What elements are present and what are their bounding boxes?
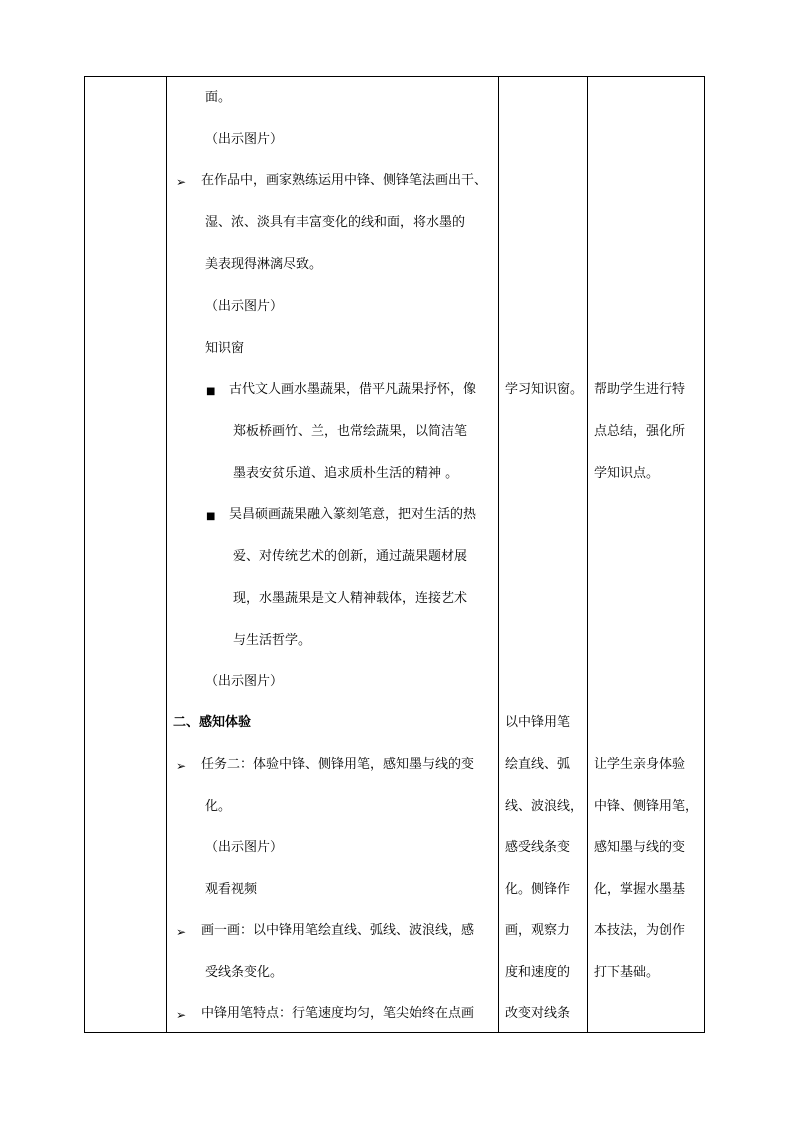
content-line: 爱、对传统艺术的创新，通过蔬果题材展 — [233, 549, 468, 564]
content-line: 任务二：体验中锋、侧锋用笔，感知墨与线的变 — [201, 757, 475, 772]
student-activity: 以中锋用笔 — [505, 715, 571, 730]
column-divider — [166, 77, 167, 1032]
content-line: 郑板桥画竹、兰，也常绘蔬果，以简洁笔 — [233, 424, 468, 439]
content-line: 面。 — [205, 90, 232, 105]
student-activity: 改变对线条 — [505, 1006, 571, 1021]
content-line: 美表现得淋漓尽致。 — [205, 257, 323, 272]
design-intent: 本技法，为创作 — [594, 923, 686, 938]
arrow-bullet-icon: ➢ — [176, 759, 187, 773]
content-line: 吴昌硕画蔬果融入篆刻笔意，把对生活的热 — [229, 507, 477, 522]
content-line: 受线条变化。 — [205, 965, 284, 980]
show-image-note: （出示图片） — [205, 840, 284, 855]
content-line: 湿、浓、淡具有丰富变化的线和面，将水墨的 — [205, 215, 466, 230]
design-intent: 打下基础。 — [594, 965, 660, 980]
content-line: 现，水墨蔬果是文人精神载体，连接艺术 — [233, 591, 468, 606]
content-line: 古代文人画水墨蔬果，借平凡蔬果抒怀，像 — [229, 382, 477, 397]
student-activity: 度和速度的 — [505, 965, 571, 980]
arrow-bullet-icon: ➢ — [176, 925, 187, 939]
content-line: 中锋用笔特点：行笔速度均匀，笔尖始终在点画 — [201, 1006, 475, 1021]
student-activity: 画，观察力 — [505, 923, 571, 938]
design-intent: 化，掌握水墨基 — [594, 882, 686, 897]
student-activity: 化。侧锋作 — [505, 882, 571, 897]
student-activity: 绘直线、弧 — [505, 757, 571, 772]
column-divider — [498, 77, 499, 1032]
content-line: 画一画：以中锋用笔绘直线、弧线、波浪线，感 — [201, 923, 475, 938]
arrow-bullet-icon: ➢ — [176, 1008, 187, 1022]
design-intent: 学知识点。 — [594, 466, 660, 481]
design-intent: 中锋、侧锋用笔， — [594, 799, 699, 814]
design-intent: 感知墨与线的变 — [594, 840, 686, 855]
show-image-note: （出示图片） — [205, 132, 284, 147]
design-intent: 点总结，强化所 — [594, 424, 686, 439]
show-image-note: （出示图片） — [205, 674, 284, 689]
square-bullet-icon: ■ — [206, 386, 216, 397]
column-divider — [587, 77, 588, 1032]
student-activity: 学习知识窗。 — [505, 382, 584, 397]
design-intent: 帮助学生进行特 — [594, 382, 686, 397]
content-line: 在作品中，画家熟练运用中锋、侧锋笔法画出干、 — [201, 173, 488, 188]
design-intent: 让学生亲身体验 — [594, 757, 686, 772]
content-line: 墨表安贫乐道、追求质朴生活的精神 。 — [233, 466, 459, 481]
arrow-bullet-icon: ➢ — [176, 175, 187, 189]
content-line: 化。 — [205, 799, 232, 814]
knowledge-window-title: 知识窗 — [205, 341, 245, 356]
square-bullet-icon: ■ — [206, 511, 216, 522]
show-image-note: （出示图片） — [205, 299, 284, 314]
student-activity: 感受线条变 — [505, 840, 571, 855]
student-activity: 线、波浪线， — [505, 799, 584, 814]
content-line: 观看视频 — [205, 882, 258, 897]
content-line: 与生活哲学。 — [233, 633, 312, 648]
section-title: 二、感知体验 — [173, 715, 252, 730]
